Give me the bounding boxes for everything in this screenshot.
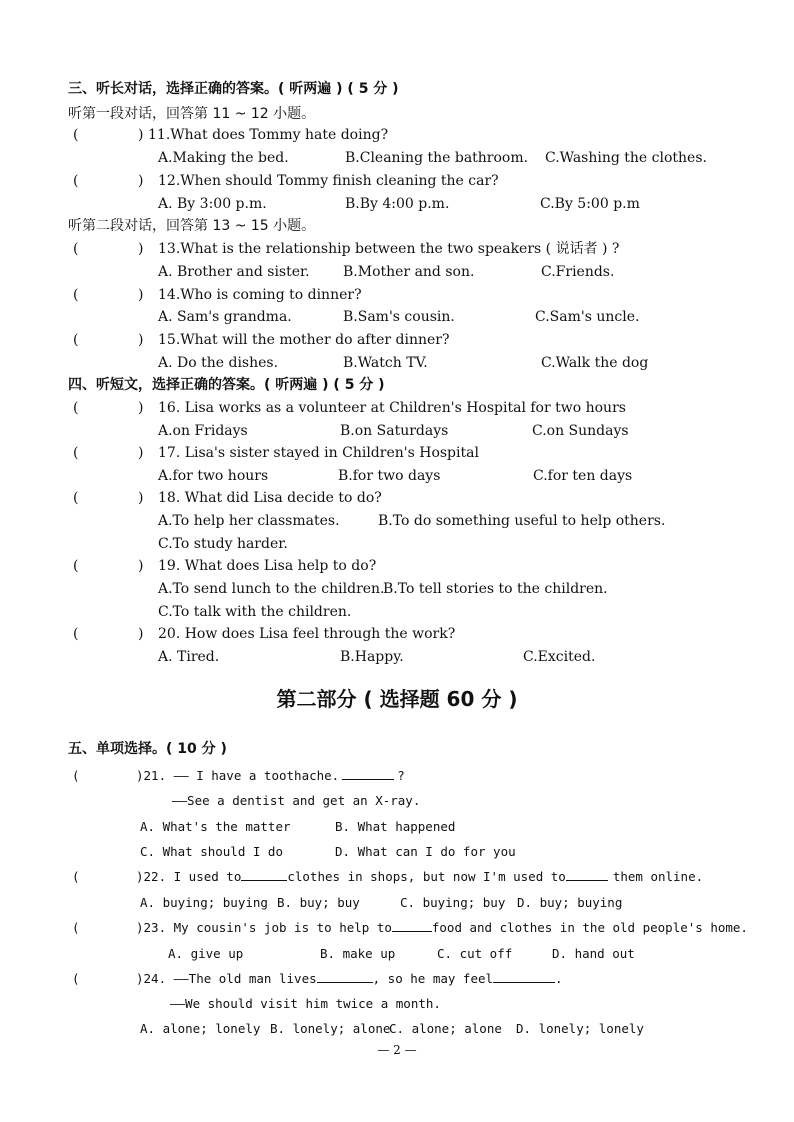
- q22-text: clothes in shops, but now I'm used to: [287, 869, 566, 884]
- q24-option-b: B. lonely; alone: [270, 1021, 391, 1036]
- q18-option-c: C.To study harder.: [158, 536, 288, 552]
- q20-option-a: A. Tired.: [158, 649, 220, 665]
- answer-paren-close: ): [138, 558, 144, 574]
- q21-option-a: A. What's the matter: [140, 819, 291, 834]
- q22-text: them online.: [612, 869, 704, 884]
- q19-option-b: B.To tell stories to the children.: [383, 581, 608, 597]
- answer-paren-open: (: [73, 173, 79, 189]
- answer-paren-open: (: [73, 127, 79, 143]
- section-3-sub1: 听第一段对话，回答第 11 ~ 12 小题。: [68, 106, 316, 122]
- q21-option-b: B. What happened: [335, 819, 456, 834]
- question-12: 12.When should Tommy finish cleaning the car?: [158, 173, 499, 189]
- question-21: [136, 767, 405, 785]
- section-5-heading: 五、单项选择。( 10 分 ): [68, 741, 227, 757]
- q24-response: ——We should visit him twice a month.: [170, 996, 441, 1011]
- q14-option-c: C.Sam's uncle.: [535, 309, 640, 325]
- q15-option-b: B.Watch TV.: [343, 355, 428, 371]
- answer-paren-close: ): [138, 332, 144, 348]
- question-16: 16. Lisa works as a volunteer at Children's Hospital for two hours: [158, 400, 626, 416]
- q16-option-b: B.on Saturdays: [340, 423, 449, 439]
- q22-option-b: B. buy; buy: [277, 895, 360, 910]
- q18-option-a: A.To help her classmates.: [158, 513, 340, 529]
- q12-option-a: A. By 3:00 p.m.: [158, 196, 267, 212]
- answer-paren-open: (: [72, 768, 80, 783]
- answer-paren-close: ): [138, 287, 144, 303]
- q20-option-b: B.Happy.: [340, 649, 404, 665]
- question-13: 13.What is the relationship between the two speakers ( 说话者 ) ?: [158, 241, 620, 257]
- answer-paren-close: ): [138, 127, 144, 143]
- q14-option-a: A. Sam's grandma.: [158, 309, 292, 325]
- section-3-sub2: 听第二段对话，回答第 13 ~ 15 小题。: [68, 218, 316, 234]
- q22-option-d: D. buy; buying: [517, 895, 623, 910]
- q13-option-a: A. Brother and sister.: [158, 264, 310, 280]
- answer-paren-close: ): [138, 490, 144, 506]
- q24-text: .: [555, 971, 563, 986]
- question-22: [136, 868, 703, 886]
- answer-paren-open: (: [72, 971, 80, 986]
- q23-option-b: B. make up: [320, 946, 396, 961]
- q16-option-c: C.on Sundays: [532, 423, 629, 439]
- q11-option-a: A.Making the bed.: [158, 150, 289, 166]
- answer-blank: [566, 868, 608, 881]
- section-4-heading: 四、听短文，选择正确的答案。( 听两遍 ) ( 5 分 ): [68, 377, 385, 393]
- q17-option-b: B.for two days: [338, 468, 441, 484]
- answer-paren-open: (: [73, 332, 79, 348]
- q17-option-a: A.for two hours: [158, 468, 269, 484]
- answer-paren-close: ): [138, 400, 144, 416]
- q21-option-c: C. What should I do: [140, 844, 283, 859]
- part-2-title: 第二部分 ( 选择题 60 分 ): [276, 687, 518, 711]
- q15-option-a: A. Do the dishes.: [158, 355, 279, 371]
- q18-option-b: B.To do something useful to help others.: [378, 513, 666, 529]
- q23-text: )23. My cousin's job is to help to: [136, 920, 392, 935]
- q17-option-c: C.for ten days: [533, 468, 633, 484]
- q24-option-d: D. lonely; lonely: [516, 1021, 644, 1036]
- q21-option-d: D. What can I do for you: [335, 844, 516, 859]
- answer-paren-open: (: [73, 400, 79, 416]
- q24-text: )24. ——The old man lives: [136, 971, 317, 986]
- q19-option-a: A.To send lunch to the children.: [158, 581, 385, 597]
- q22-option-c: C. buying; buy: [400, 895, 506, 910]
- q15-option-c: C.Walk the dog: [541, 355, 649, 371]
- answer-paren-close: ): [138, 445, 144, 461]
- q21-response: ——See a dentist and get an X-ray.: [172, 793, 421, 808]
- q13-option-c: C.Friends.: [541, 264, 615, 280]
- question-20: 20. How does Lisa feel through the work?: [158, 626, 456, 642]
- q12-option-b: B.By 4:00 p.m.: [345, 196, 450, 212]
- question-23: [136, 919, 748, 937]
- answer-paren-open: (: [72, 920, 80, 935]
- answer-paren-open: (: [73, 490, 79, 506]
- q23-option-c: C. cut off: [437, 946, 513, 961]
- question-17: 17. Lisa's sister stayed in Children's Hospital: [158, 445, 479, 461]
- q24-option-c: C. alone; alone: [389, 1021, 502, 1036]
- q22-text: )22. I used to: [136, 869, 242, 884]
- q21-text: )21. —— I have a toothache.: [136, 768, 340, 783]
- answer-paren-open: (: [73, 287, 79, 303]
- q13-option-b: B.Mother and son.: [343, 264, 475, 280]
- q23-text: food and clothes in the old people's home.: [431, 920, 748, 935]
- q14-option-b: B.Sam's cousin.: [343, 309, 455, 325]
- answer-paren-open: (: [73, 445, 79, 461]
- answer-paren-open: (: [73, 558, 79, 574]
- answer-blank: [493, 970, 555, 983]
- q23-option-d: D. hand out: [552, 946, 635, 961]
- answer-blank: [241, 868, 287, 881]
- question-24: [136, 970, 563, 988]
- question-19: 19. What does Lisa help to do?: [158, 558, 377, 574]
- page-number: — 2 —: [377, 1043, 417, 1057]
- q16-option-a: A.on Fridays: [158, 423, 248, 439]
- question-15: 15.What will the mother do after dinner?: [158, 332, 450, 348]
- q22-option-a: A. buying; buying: [140, 895, 268, 910]
- answer-paren-open: (: [72, 869, 80, 884]
- question-18: 18. What did Lisa decide to do?: [158, 490, 382, 506]
- answer-blank: [342, 767, 394, 780]
- q24-option-a: A. alone; lonely: [140, 1021, 261, 1036]
- answer-paren-open: (: [73, 241, 79, 257]
- q11-option-b: B.Cleaning the bathroom.: [345, 150, 529, 166]
- answer-blank: [392, 919, 432, 932]
- q11-option-c: C.Washing the clothes.: [545, 150, 707, 166]
- question-14: 14.Who is coming to dinner?: [158, 287, 362, 303]
- section-3-heading: 三、听长对话，选择正确的答案。( 听两遍 ) ( 5 分 ): [68, 81, 399, 97]
- q20-option-c: C.Excited.: [523, 649, 596, 665]
- answer-paren-close: ): [138, 241, 144, 257]
- q19-option-c: C.To talk with the children.: [158, 604, 352, 620]
- question-11: 11.What does Tommy hate doing?: [148, 127, 389, 143]
- q12-option-c: C.By 5:00 p.m: [540, 196, 640, 212]
- answer-paren-open: (: [73, 626, 79, 642]
- answer-paren-close: ): [138, 173, 144, 189]
- q24-text: , so he may feel: [372, 971, 494, 986]
- q23-option-a: A. give up: [168, 946, 244, 961]
- answer-blank: [317, 970, 373, 983]
- q21-text-end: ?: [397, 768, 405, 783]
- answer-paren-close: ): [138, 626, 144, 642]
